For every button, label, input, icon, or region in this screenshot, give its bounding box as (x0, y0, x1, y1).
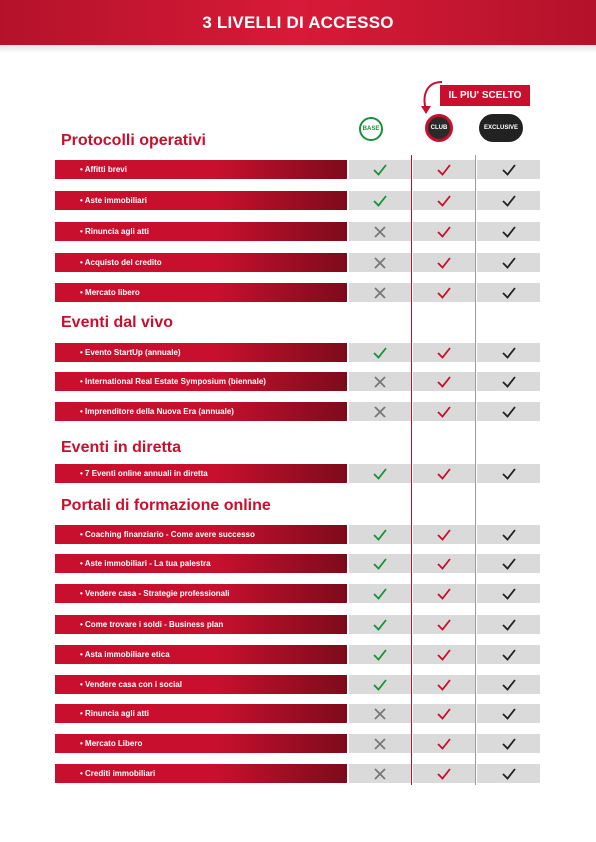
check-icon (372, 162, 388, 178)
row-label: • 7 Eventi online annuali in diretta (55, 464, 347, 483)
tier-cell-club (413, 734, 475, 753)
tier-cell-exclusive (477, 734, 540, 753)
tier-cell-base (349, 160, 411, 179)
section-title: Portali di formazione online (61, 497, 271, 514)
section-title: Protocolli operativi (61, 132, 206, 149)
cross-icon (372, 374, 388, 390)
table-row (55, 343, 540, 362)
row-label: • Mercato libero (55, 283, 347, 302)
check-icon (501, 162, 517, 178)
tier-cell-base (349, 704, 411, 723)
section-title: Eventi in diretta (61, 439, 182, 456)
check-icon (501, 345, 517, 361)
table-row (55, 554, 540, 573)
check-icon (436, 374, 452, 390)
tier-cell-exclusive (477, 222, 540, 241)
check-icon (501, 736, 517, 752)
table-row (55, 615, 540, 634)
check-icon (501, 193, 517, 209)
check-icon (436, 556, 452, 572)
tier-cell-exclusive (477, 372, 540, 391)
tier-cell-club (413, 584, 475, 603)
check-icon (372, 647, 388, 663)
row-label: • Aste immobiliari (55, 191, 347, 210)
row-label: • Asta immobiliare etica (55, 645, 347, 664)
check-icon (372, 677, 388, 693)
check-icon (501, 527, 517, 543)
check-icon (436, 586, 452, 602)
most-chosen-label: IL PIU' SCELTO (448, 90, 522, 101)
tier-cell-base (349, 645, 411, 664)
check-icon (501, 404, 517, 420)
row-label: • Vendere casa - Strategie professionali (55, 584, 347, 603)
row-label: • Crediti immobiliari (55, 764, 347, 783)
tier-cell-club (413, 343, 475, 362)
check-icon (436, 193, 452, 209)
check-icon (372, 193, 388, 209)
check-icon (372, 466, 388, 482)
exclusive-tier-icon (479, 114, 523, 142)
tier-cell-base (349, 343, 411, 362)
tier-cell-base (349, 734, 411, 753)
check-icon (436, 677, 452, 693)
tier-cell-base (349, 191, 411, 210)
tier-cell-exclusive (477, 191, 540, 210)
tier-cell-base (349, 584, 411, 603)
tier-cell-base (349, 222, 411, 241)
check-icon (436, 162, 452, 178)
table-row (55, 645, 540, 664)
tier-cell-base (349, 615, 411, 634)
tier-cell-club (413, 764, 475, 783)
table-row (55, 283, 540, 302)
tier-cell-base (349, 283, 411, 302)
cross-icon (372, 285, 388, 301)
cross-icon (372, 766, 388, 782)
tier-cell-base (349, 675, 411, 694)
tier-cell-exclusive (477, 675, 540, 694)
row-label: • Mercato Libero (55, 734, 347, 753)
table-row (55, 160, 540, 179)
tier-cell-exclusive (477, 283, 540, 302)
check-icon (501, 766, 517, 782)
tier-cell-club (413, 372, 475, 391)
check-icon (372, 556, 388, 572)
check-icon (501, 466, 517, 482)
tier-cell-base (349, 253, 411, 272)
table-row (55, 253, 540, 272)
tier-cell-club (413, 645, 475, 664)
table-row (55, 464, 540, 483)
tier-cell-exclusive (477, 584, 540, 603)
section-title: Eventi dal vivo (61, 314, 174, 331)
tier-cell-base (349, 372, 411, 391)
tier-cell-exclusive (477, 554, 540, 573)
page-title: 3 LIVELLI DI ACCESSO (202, 12, 394, 32)
cross-icon (372, 736, 388, 752)
tier-cell-club (413, 704, 475, 723)
tier-cell-club (413, 283, 475, 302)
check-icon (436, 736, 452, 752)
tier-cell-exclusive (477, 402, 540, 421)
tier-cell-exclusive (477, 764, 540, 783)
table-row (55, 734, 540, 753)
tier-cell-exclusive (477, 615, 540, 634)
check-icon (436, 285, 452, 301)
check-icon (372, 345, 388, 361)
tier-cell-base (349, 402, 411, 421)
row-label: • Affitti brevi (55, 160, 347, 179)
table-row (55, 191, 540, 210)
tier-cell-exclusive (477, 704, 540, 723)
tier-cell-club (413, 675, 475, 694)
tier-cell-base (349, 525, 411, 544)
row-label: • Vendere casa con i social (55, 675, 347, 694)
row-label: • Evento StartUp (annuale) (55, 343, 347, 362)
check-icon (501, 677, 517, 693)
row-label: • Rinuncia agli atti (55, 222, 347, 241)
table-row (55, 704, 540, 723)
row-label: • Coaching finanziario - Come avere successo (55, 525, 347, 544)
check-icon (436, 404, 452, 420)
tier-cell-base (349, 554, 411, 573)
table-row (55, 675, 540, 694)
row-label: • Imprenditore della Nuova Era (annuale) (55, 402, 347, 421)
table-row (55, 525, 540, 544)
exclusive-tier-label: EXCLUSIVE (483, 125, 518, 131)
cross-icon (372, 706, 388, 722)
row-label: • Come trovare i soldi - Business plan (55, 615, 347, 634)
base-tier-label: BASE (362, 126, 380, 132)
row-label: • International Real Estate Symposium (biennale) (55, 372, 347, 391)
page-header (0, 0, 596, 45)
check-icon (436, 706, 452, 722)
check-icon (436, 647, 452, 663)
row-label: • Acquisto del credito (55, 253, 347, 272)
header-shadow (0, 45, 596, 53)
check-icon (436, 255, 452, 271)
row-label: • Aste immobiliari - La tua palestra (55, 554, 347, 573)
tier-cell-exclusive (477, 525, 540, 544)
check-icon (372, 527, 388, 543)
check-icon (372, 586, 388, 602)
check-icon (501, 224, 517, 240)
check-icon (501, 617, 517, 633)
tier-cell-base (349, 464, 411, 483)
tier-cell-club (413, 222, 475, 241)
club-tier-label: CLUB (430, 125, 448, 131)
check-icon (501, 556, 517, 572)
table-row (55, 402, 540, 421)
table-row (55, 222, 540, 241)
tier-cell-exclusive (477, 160, 540, 179)
cross-icon (372, 255, 388, 271)
check-icon (436, 766, 452, 782)
tier-cell-club (413, 554, 475, 573)
check-icon (436, 466, 452, 482)
tier-cell-club (413, 191, 475, 210)
check-icon (436, 224, 452, 240)
tier-cell-base (349, 764, 411, 783)
check-icon (372, 617, 388, 633)
tier-cell-club (413, 525, 475, 544)
check-icon (501, 647, 517, 663)
check-icon (436, 345, 452, 361)
check-icon (436, 527, 452, 543)
base-tier-icon (359, 117, 383, 141)
check-icon (436, 617, 452, 633)
tier-cell-exclusive (477, 645, 540, 664)
check-icon (501, 586, 517, 602)
table-row (55, 764, 540, 783)
tier-cell-club (413, 464, 475, 483)
cross-icon (372, 404, 388, 420)
tier-cell-exclusive (477, 464, 540, 483)
row-label: • Rinuncia agli atti (55, 704, 347, 723)
tier-cell-club (413, 615, 475, 634)
tier-cell-club (413, 253, 475, 272)
tier-cell-club (413, 402, 475, 421)
table-row (55, 584, 540, 603)
cross-icon (372, 224, 388, 240)
tier-cell-club (413, 160, 475, 179)
check-icon (501, 285, 517, 301)
tier-cell-exclusive (477, 343, 540, 362)
check-icon (501, 374, 517, 390)
tier-cell-exclusive (477, 253, 540, 272)
table-row (55, 372, 540, 391)
club-tier-icon (425, 114, 453, 142)
check-icon (501, 706, 517, 722)
check-icon (501, 255, 517, 271)
most-chosen-badge (440, 85, 530, 106)
